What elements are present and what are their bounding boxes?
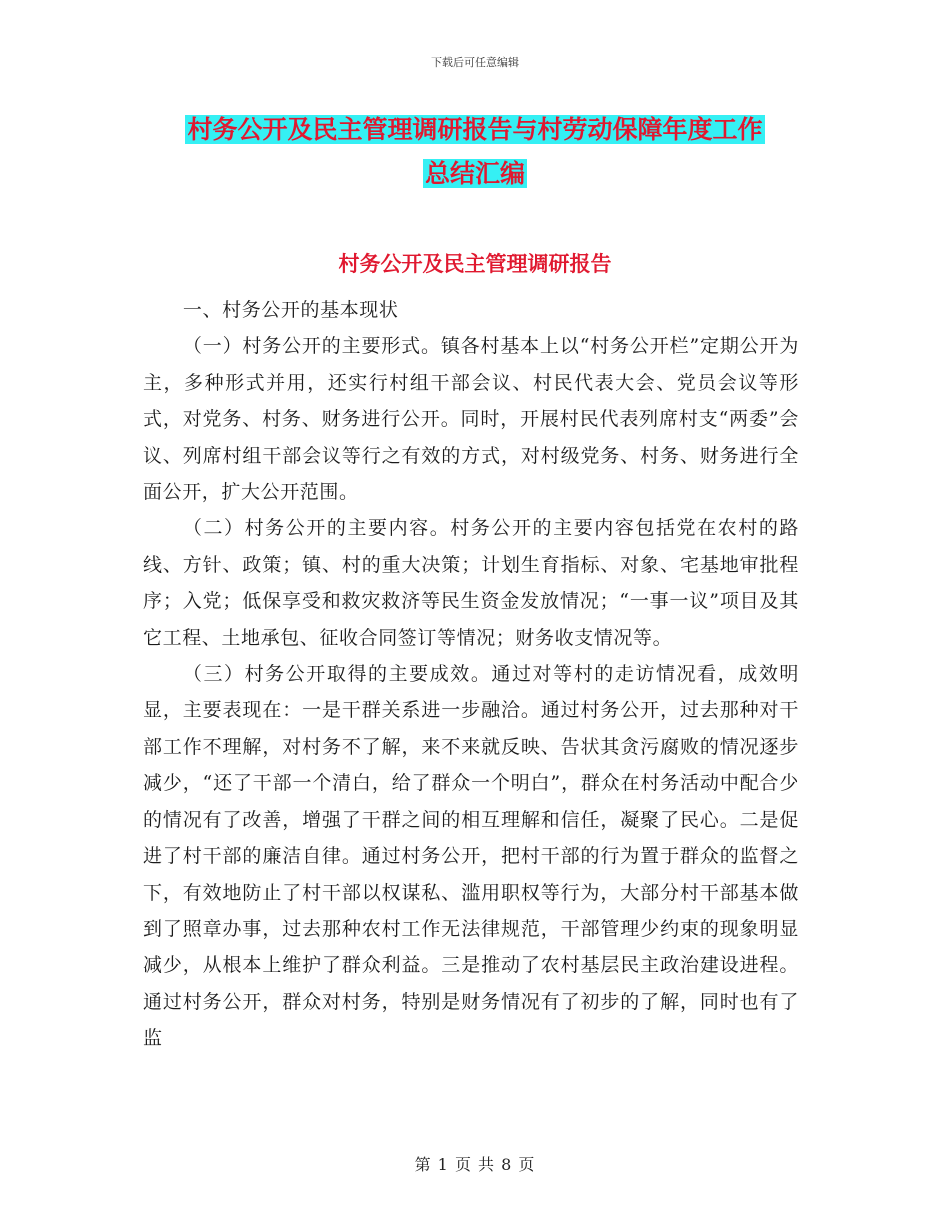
header-note: 下载后可任意编辑 [431, 56, 519, 69]
paragraph-heading: 一、村务公开的基本现状 [182, 299, 399, 321]
page-footer: 第 1 页 共 8 页 [414, 1155, 536, 1174]
paragraph: （三）村务公开取得的主要成效。通过对等村的走访情况看，成效明显，主要表现在：一是干群关系进一步融洽。通过村务公开，过去那种对干部工作不理解，对村务不了解，来不来就反映、告状其贪污腐败的情况逐步减少，“还了干部一个清白，给了群众一个明白”，群众在村务活动中配合少的情况有了改善，增强了干群之间的相互理解和信任，凝聚了民心。二是促进了村干部的廉洁自律。通过村务公开，把村干部的行为置于群众的监督之下，有效地防止了村干部以权谋私、滥用职权等行为，大部分村干部基本做到了照章办事，过去那种农村工作无法律规范，干部管理少约束的现象明显减少，从根本上维护了群众利益。三是推动了农村基层民主政治建设进程。通过村务公开，群众对村务，特别是财务情况有了初步的了解，同时也有了监 [143, 663, 799, 1050]
document-title-line-1: 村务公开及民主管理调研报告与村劳动保障年度工作 [187, 115, 763, 144]
document-title [140, 108, 810, 196]
document-title-line-2: 总结汇编 [424, 159, 525, 188]
section-title: 村务公开及民主管理调研报告 [338, 251, 612, 276]
document-body [143, 292, 799, 1057]
paragraph: （一）村务公开的主要形式。镇各村基本上以“村务公开栏”定期公开为主，多种形式并用，还实行村组干部会议、村民代表大会、党员会议等形式，对党务、村务、财务进行公开。同时，开展村民代表列席村支“两委”会议、列席村组干部会议等行之有效的方式，对村级党务、村务、财务进行全面公开，扩大公开范围。 [143, 335, 799, 504]
paragraph: （二）村务公开的主要内容。村务公开的主要内容包括党在农村的路线、方针、政策；镇、村的重大决策；计划生育指标、对象、宅基地审批程序；入党；低保享受和救灾救济等民生资金发放情况；“一事一议”项目及其它工程、土地承包、征收合同签订等情况；财务收支情况等。 [143, 517, 799, 649]
